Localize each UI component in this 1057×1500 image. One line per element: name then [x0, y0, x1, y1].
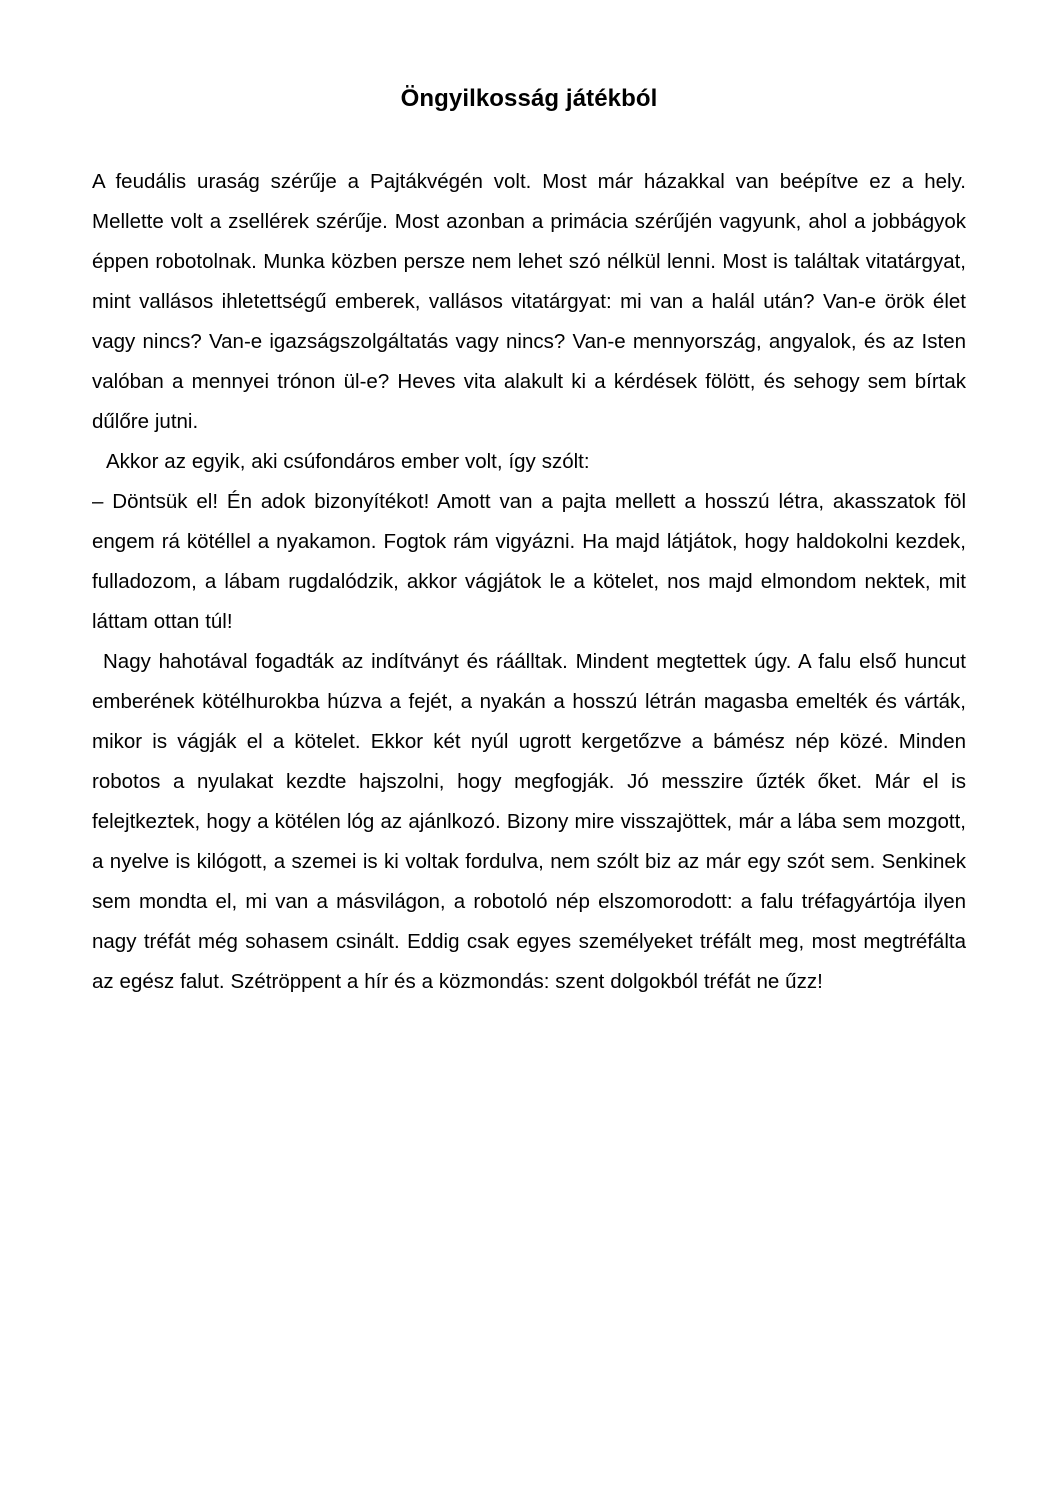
paragraph-1: A feudális uraság szérűje a Pajtákvégén volt. Most már házakkal van beépítve ez a hely. Mellette volt a zsellérek szérűje. Most azonban a primácia szérűjén vagyunk, ahol a jobbágyok éppen robotolnak. Munka közben persze nem lehet szó nélkül lenni. Most is találtak vitatárgyat, mint vallásos ihletettségű emberek, vallásos vitatárgyat: mi van a halál után? Van-e örök élet vagy nincs? Van-e igazságszolgáltatás vagy nincs? Van-e mennyország, angyalok, és az Isten valóban a mennyei trónon ül-e? Heves vita alakult ki a kérdések fölött, és sehogy sem bírtak dűlőre jutni.	[92, 170, 966, 433]
paragraph-3-dialogue: – Döntsük el! Én adok bizonyítékot! Amott van a pajta mellett a hosszú létra, akasszatok föl engem rá kötéllel a nyakamon. Fogtok rám vigyázni. Ha majd látjátok, hogy haldokolni kezdek, fulladozom, a lábam rugdalódzik, akkor vágjátok le a kötelet, nos majd elmondom nektek, mit láttam ottan túl!	[92, 490, 966, 633]
paragraph-2: Akkor az egyik, aki csúfondáros ember volt, így szólt:	[106, 450, 590, 473]
page-title: Öngyilkosság játékból	[400, 85, 658, 112]
document-content	[92, 84, 966, 1002]
paragraph-4: Nagy hahotával fogadták az indítványt és ráálltak. Mindent megtettek úgy. A falu első huncut emberének kötélhurokba húzva a fejét, a nyakán a hosszú létrán magasba emelték és várták, mikor is vágják el a kötelet. Ekkor két nyúl ugrott kergetőzve a bámész nép közé. Minden robotos a nyulakat kezdte hajszolni, hogy megfogják. Jó messzire űzték őket. Már el is felejtkeztek, hogy a kötélen lóg az ajánlkozó. Bizony mire visszajöttek, már a lába sem mozgott, a nyelve is kilógott, a szemei is ki voltak fordulva, nem szólt biz az már egy szót sem. Senkinek sem mondta el, mi van a másvilágon, a robotoló nép elszomorodott: a falu tréfagyártója ilyen nagy tréfát még sohasem csinált. Eddig csak egyes személyeket tréfált meg, most megtréfálta az egész falut. Szétröppent a hír és a közmondás: szent dolgokból tréfát ne űzz!	[92, 650, 966, 993]
